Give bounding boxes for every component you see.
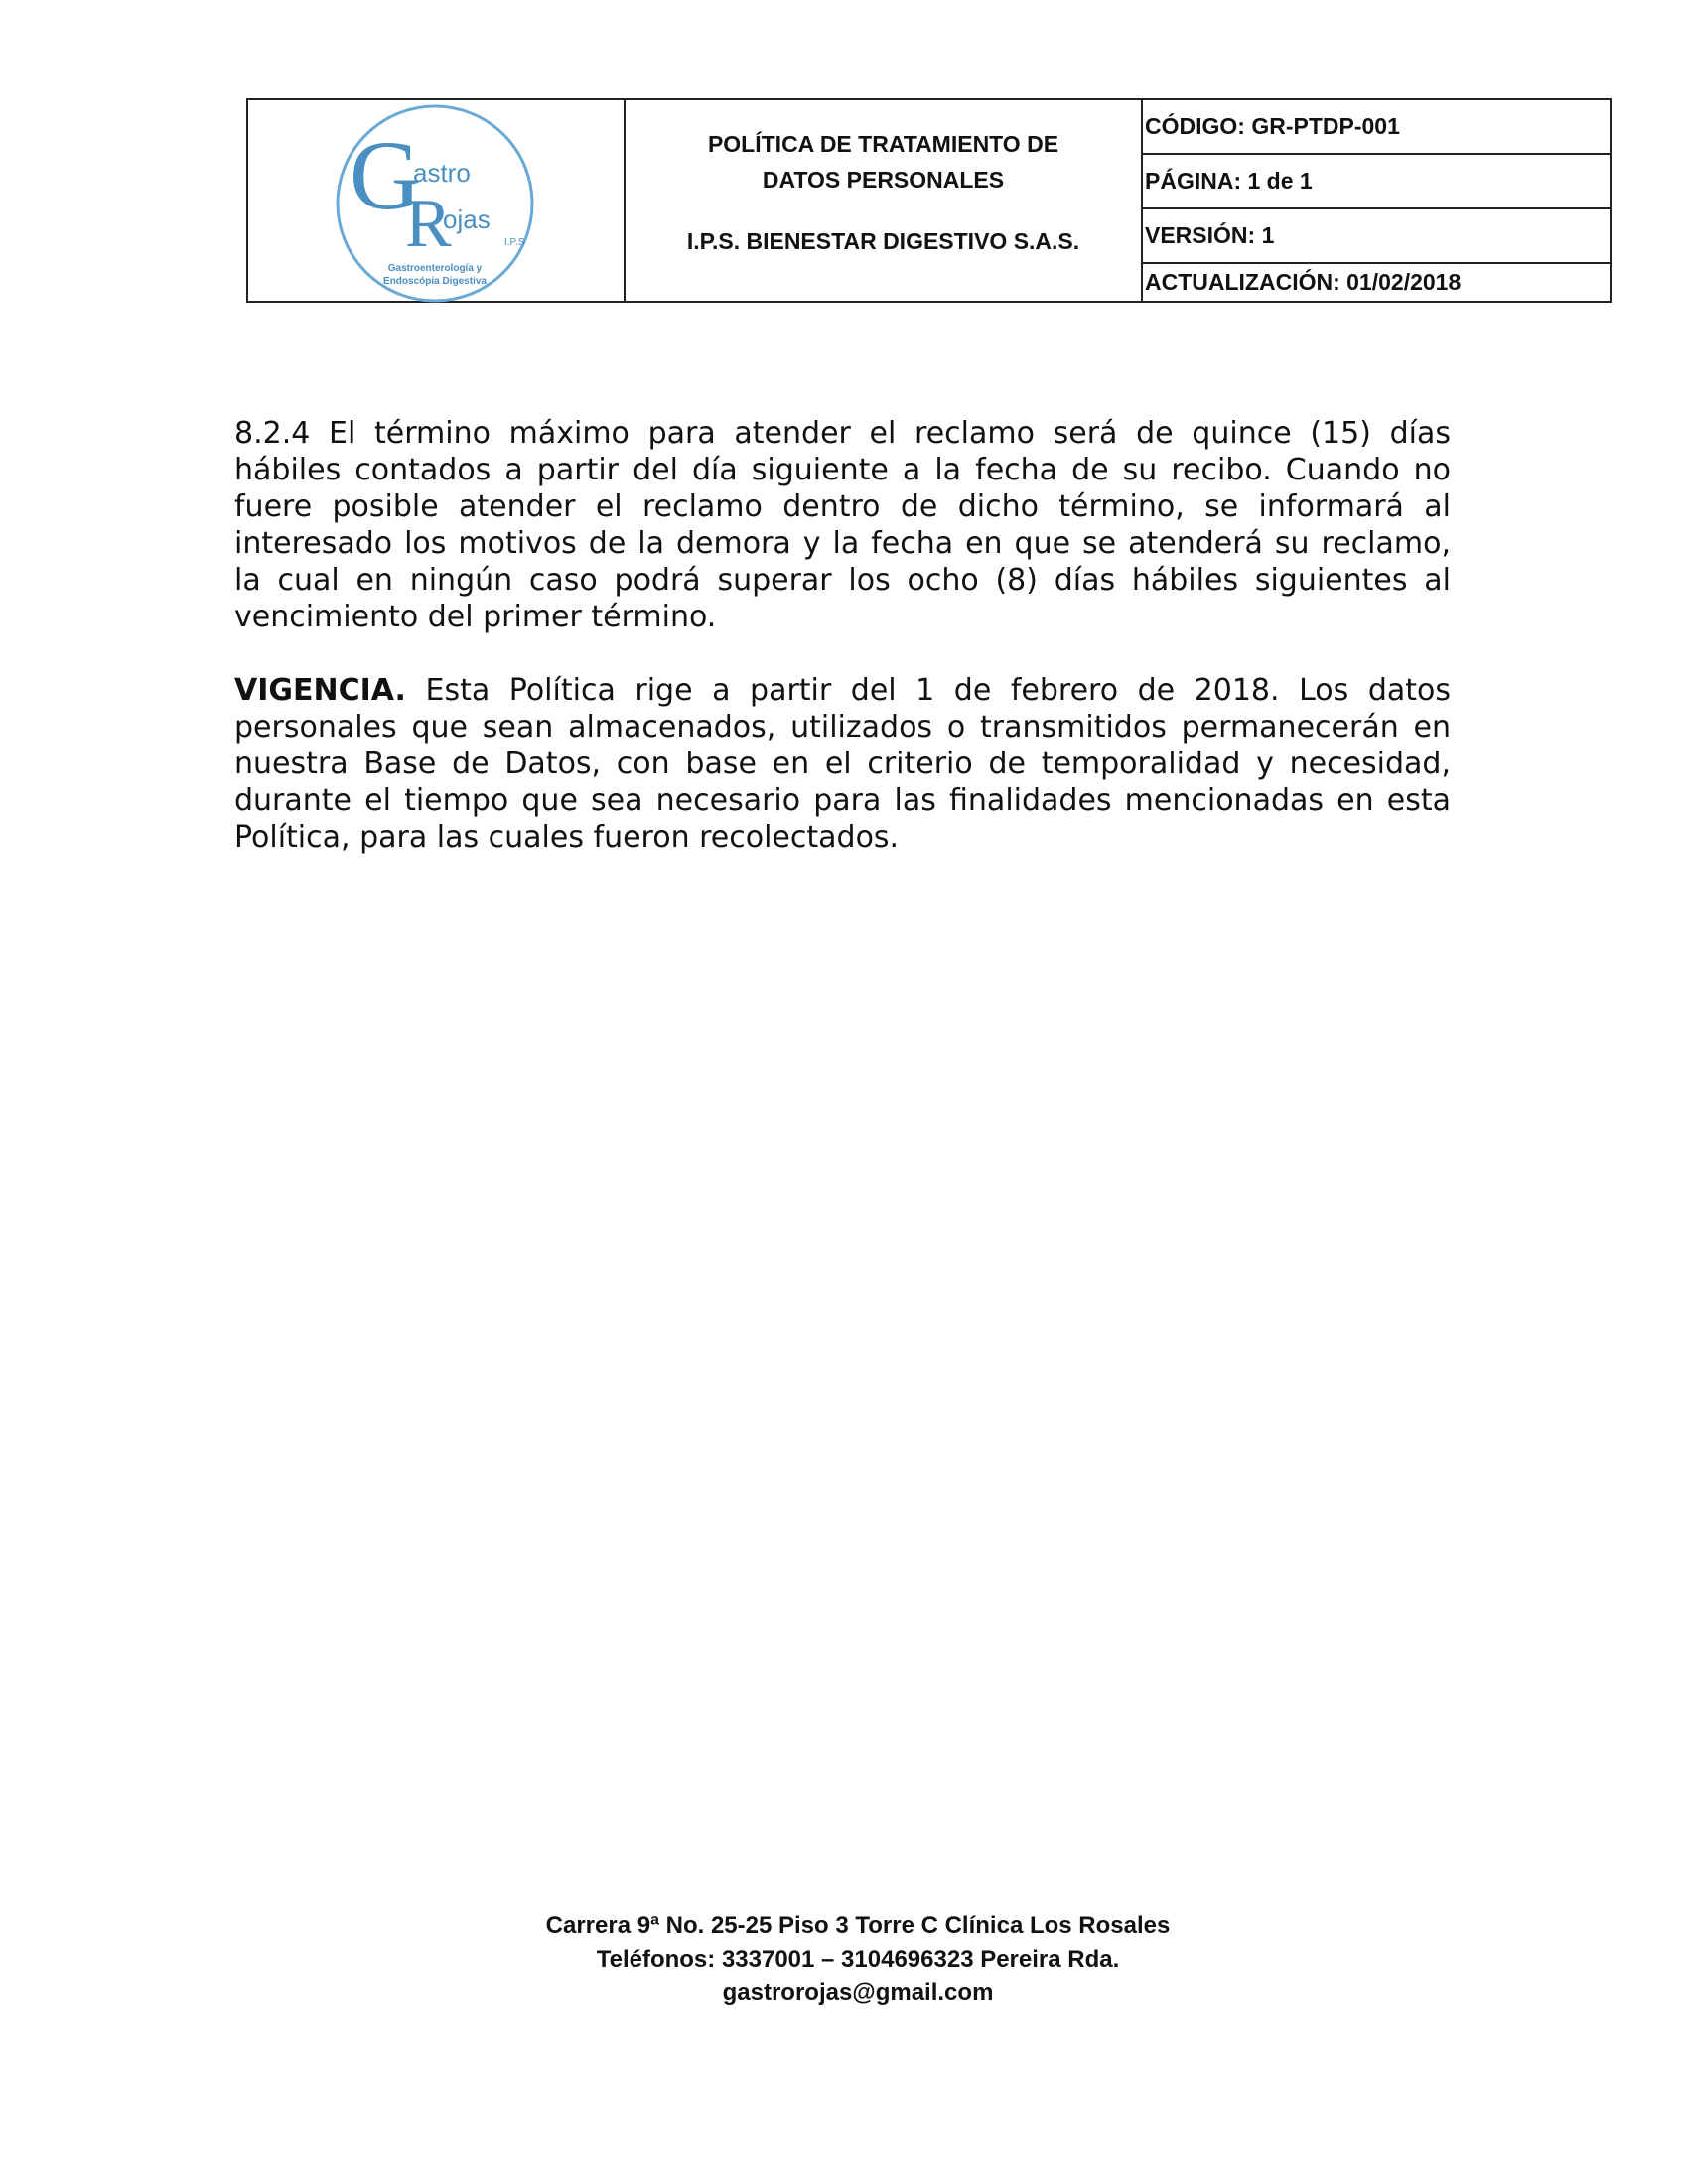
footer-address: Carrera 9ª No. 25-25 Piso 3 Torre C Clínica Los Rosales [545,1912,1171,1939]
logo-word-ojas: ojas [443,205,491,234]
logo-cell [248,100,626,301]
document-body [234,415,1451,856]
version-field: VERSIÓN: 1 [1143,209,1610,264]
document-header-table [246,98,1612,303]
company-name: I.P.S. BIENESTAR DIGESTIVO S.A.S. [686,228,1080,254]
actualizacion-field: ACTUALIZACIÓN: 01/02/2018 [1145,269,1462,295]
gastro-rojas-logo [328,104,542,303]
logo-ips: I.P.S [504,237,525,248]
pagina-field: PÁGINA: 1 de 1 [1143,155,1610,209]
codigo-field: CÓDIGO: GR-PTDP-001 [1143,100,1610,155]
logo-word-astro: astro [413,158,471,188]
footer-email: gastrorojas@gmail.com [722,1979,994,2006]
paragraph-vigencia [234,672,1451,856]
vigencia-label: VIGENCIA. [234,673,406,708]
document-footer [0,1909,1688,2010]
meta-cell [1143,100,1610,301]
logo-letter-g: G [350,120,422,230]
title-cell [626,100,1143,301]
footer-phones: Teléfonos: 3337001 – 3104696323 Pereira Rda. [596,1946,1120,1973]
document-title-line2: DATOS PERSONALES [762,167,1005,193]
vigencia-text: Esta Política rige a partir del 1 de febrero de 2018. Los datos personales que sean almacenados, utilizados o transmitidos permanecerán en nuestra Base de Datos, con base en el criterio de temporalidad y necesidad, durante el tiempo que sea necesario para las finalidades mencionadas en esta Política, para las cuales fueron recolectados. [234,673,1451,855]
paragraph-8-2-4: 8.2.4 El término máximo para atender el reclamo será de quince (15) días hábiles contados a partir del día siguiente a la fecha de su recibo. Cuando no fuere posible atender el reclamo dentro de dicho término, se informará al interesado los motivos de la demora y la fecha en que se atenderá su reclamo, la cual en ningún caso podrá superar los ocho (8) días hábiles siguientes al vencimiento del primer término. [234,416,1451,634]
document-title-line1: POLÍTICA DE TRATAMIENTO DE [707,131,1059,157]
logo-letter-r: R [405,186,452,262]
logo-tagline-1: Gastroenterología y [387,263,483,274]
logo-tagline-2: Endoscópia Digestiva [383,276,487,287]
